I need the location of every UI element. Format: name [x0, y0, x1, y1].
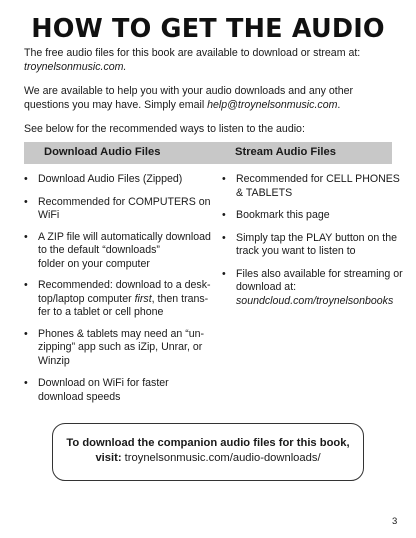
site-link[interactable]: troynelsonmusic.com. — [24, 61, 127, 73]
intro-text: The free audio files for this book are available to download or stream at: — [24, 47, 361, 59]
page-title: HOW TO GET THE AUDIO — [31, 14, 385, 44]
stream-column-header: Stream Audio Files — [235, 146, 336, 158]
list-item-text: Recommended for COMPUTERS on WiFi — [38, 195, 211, 221]
list-item-emphasis: first — [134, 292, 152, 305]
help-paragraph — [24, 84, 400, 112]
list-item — [222, 268, 408, 309]
list-item — [222, 209, 408, 223]
visit-label: visit: — [95, 452, 122, 464]
box-line: To download the companion audio files for this book, — [66, 437, 350, 449]
list-item — [24, 279, 216, 320]
intro-paragraph — [24, 46, 400, 74]
list-item-text: folder on your computer — [38, 257, 150, 270]
help-end: . — [337, 99, 341, 111]
recommend-paragraph: See below for the recommended ways to listen to the audio: — [24, 123, 305, 135]
list-item-text: Download on WiFi for faster download speeds — [38, 377, 169, 403]
list-item-text: , then trans-fer to a tablet or cell phone — [38, 292, 209, 318]
list-item-text: Bookmark this page — [236, 209, 330, 221]
list-item — [24, 328, 216, 369]
list-item — [24, 173, 216, 187]
list-item — [24, 377, 216, 404]
list-item-text: Download Audio Files (Zipped) — [38, 173, 183, 185]
soundcloud-link[interactable]: soundcloud.com/troynelsonbooks — [236, 294, 394, 307]
list-item-text: Files also available for streaming or download at: — [236, 267, 403, 293]
download-info-box — [52, 423, 364, 481]
page-number: 3 — [392, 516, 398, 527]
list-item — [24, 196, 216, 223]
help-text: We are available to help you with your audio downloads and any other questions you may have. Simply email — [24, 85, 354, 111]
list-item-text: A ZIP file will automatically download to the default “downloads” — [38, 230, 211, 256]
list-item — [24, 231, 216, 272]
stream-list — [222, 173, 408, 308]
box-line — [53, 451, 363, 466]
list-item-text: Phones & tablets may need an “un-zipping” app such as iZip, Unrar, or Winzip — [38, 327, 205, 367]
list-item — [222, 232, 408, 259]
download-column-header: Download Audio Files — [44, 146, 161, 158]
email-link[interactable]: help@troynelsonmusic.com — [207, 99, 338, 111]
list-item — [222, 173, 408, 200]
list-item-text: Simply tap the PLAY button on the track you want to listen to — [236, 231, 397, 257]
list-item-text: Recommended for CELL PHONES & TABLETS — [236, 173, 400, 199]
list-item-text: Recommended: download to a desk-top/laptop computer — [38, 279, 211, 305]
download-url-link[interactable]: troynelsonmusic.com/audio-downloads/ — [124, 452, 321, 464]
download-list — [24, 173, 216, 404]
